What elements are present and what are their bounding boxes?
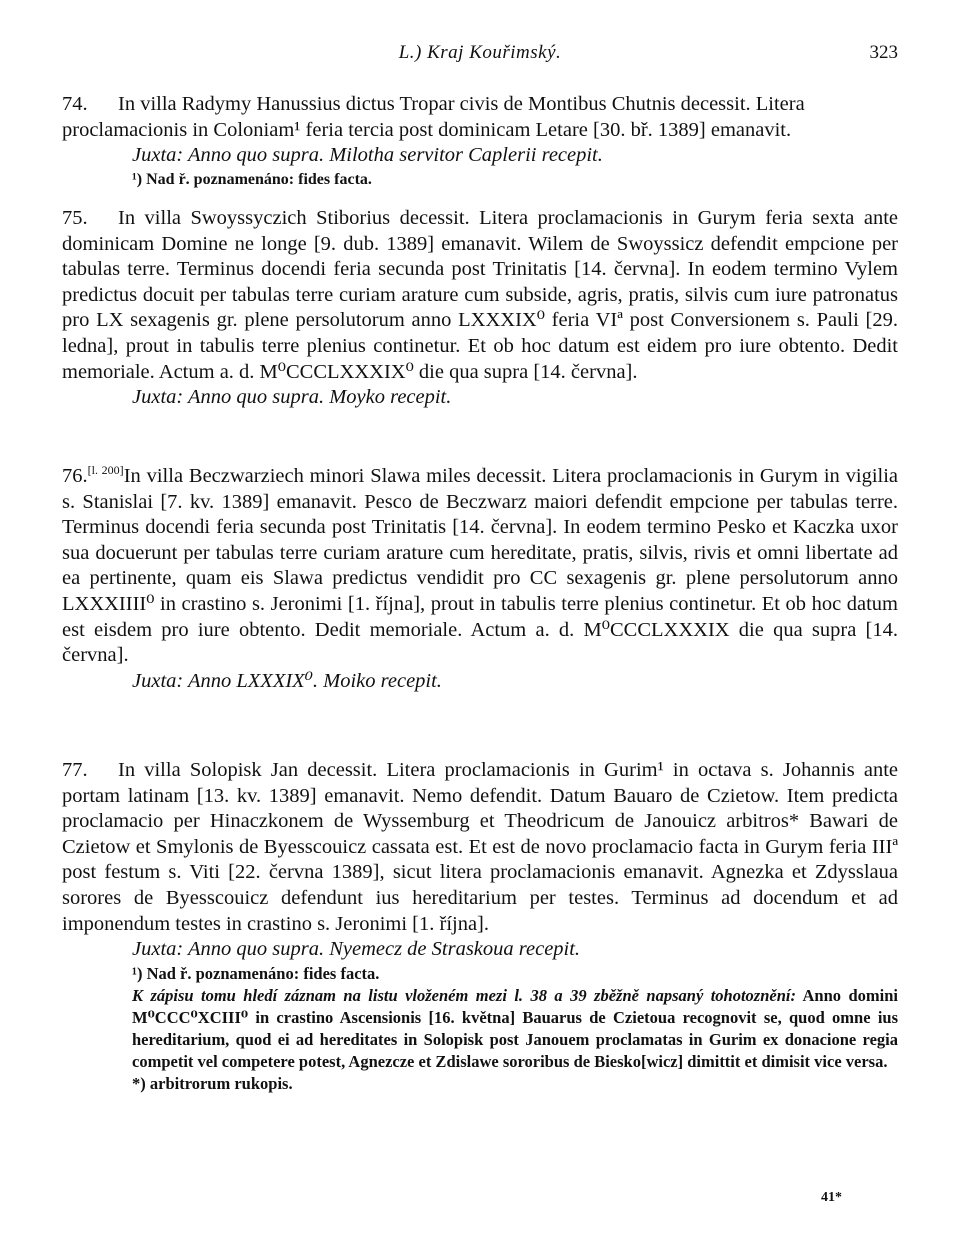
entry-77-body [62, 758, 898, 937]
entry-77-text: In villa Solopisk Jan decessit. Litera proclamacionis in Gurim¹ in octava s. Johannis ante portam latinam [13. kv. 1389] emanavit. Nemo defendit. Datum Bauaro de Czietow. Item predicta proclamacio per Hinaczkonem de Wyssemburg et Theodricum de Janouicz arbitros* Bawari de Czietow et Smylonis de Byesscouicz cassata est. Et est de novo proclamacio facta in Gurym feria IIIª post festum s. Viti [22. června 1389], sicut litera proclamacionis emanavit. Agnezka et Zdysslaua sorores de Byesscouicz defendunt ius hereditarium per testes. Terminus ad docendum et ad imponendum testes in crastino s. Jeronimi [1. října]. [62, 759, 898, 935]
running-head: L.) Kraj Kouřimský. [398, 42, 562, 63]
entry-75-juxta: Juxta: Anno quo supra. Moyko recepit. [132, 386, 452, 409]
entry-77-footnote-2: *) arbitrorum rukopis. [132, 1073, 293, 1093]
entry-number: 74. [62, 93, 88, 115]
entry-75 [62, 206, 898, 411]
entry-77-note [62, 985, 898, 1073]
entry-77-footnote: ¹) Nad ř. poznamenáno: fides facta. [132, 963, 380, 983]
entry-74-line-1 [62, 92, 898, 118]
entry-76 [62, 464, 898, 694]
entry-74 [62, 92, 898, 191]
page-number: 323 [869, 42, 898, 63]
entry-76-text: In villa Beczwarziech minori Slawa miles decessit. Litera proclamacionis in Gurym in vigilia s. Stanislai [7. kv. 1389] emanavit. Pesco de Beczwarz maiori defendit empcione per tabulas terre. Terminus docendi feria secunda post Trinitatis [14. června]. In eodem termino Pesko et Kaczka uxor sua docuerunt per tabulas terre curiam arature cum hereditate, pratis, silvis, rivis et omni libertate ad ea pertinente, quam eis Slawa predictus vendidit pro CC sexagenis gr. plene persolutorum anno LXXXIIII⁰ in crastino s. Jeronimi [1. října], prout in tabulis terre plenius continetur. Et ob hoc datum est eisdem pro iure obtento. Dedit memoriale. Actum a. d. M⁰CCCLXXXIX die qua supra [14. června]. [62, 465, 899, 667]
page-header [0, 40, 960, 70]
entry-number: 77. [62, 759, 88, 781]
entry-74-footnote: ¹) Nad ř. poznamenáno: fides facta. [132, 170, 372, 188]
note-heading: K zápisu tomu hledí záznam na listu vloženém mezi l. 38 a 39 zběžně napsaný tohotoznění: [132, 985, 796, 1005]
entry-74-text-1: In villa Radymy Hanussius dictus Tropar civis de Montibus Chutnis decessit. Litera [118, 93, 805, 115]
signature-mark: 41* [821, 1190, 842, 1205]
note-body: Anno domini M⁰CCC⁰XCIII⁰ in crastino Ascensionis [16. května] Bauarus de Czietoua recognovit se, quod omne ius hereditarium, quod ei ad hereditates in Solopisk post Janouem proclamatas in Gurim ex donacione regia competit vel competere potest, Agnezcze et Zdislawe sororibus de Biesko[wicz] dimittit et dimisit vice versa. [132, 985, 898, 1071]
leaf-reference: [l. 200] [87, 463, 124, 478]
entry-75-text: In villa Swoyssyczich Stiborius decessit. Litera proclamacionis in Gurym feria sexta ante dominicam Domine ne longe [9. dub. 1389] emanavit. Wilem de Swoyssicz defendit empcione per tabulas terre. Terminus docendi feria secunda post Trinitatis [14. června]. In eodem termino Vylem predictus docuit per tabulas terre curiam arature cum subside, agris, pratis, silvis cum iure patronatus pro LX sexagenis gr. plene persolutorum anno LXXXIX⁰ feria VIª post Conversionem s. Pauli [29. ledna], prout in tabulis terre plenius continetur. Et ob hoc datum est eidem pro iure obtento. Dedit memoriale. Actum a. d. M⁰CCCLXXXIX⁰ die qua supra [14. června]. [62, 207, 898, 383]
entry-74-line-2: proclamacionis in Coloniam¹ feria tercia post dominicam Letare [30. bř. 1389] emanavit. [62, 118, 792, 141]
entry-74-juxta: Juxta: Anno quo supra. Milotha servitor Caplerii recepit. [132, 144, 603, 167]
entry-77 [62, 758, 898, 1095]
entry-76-juxta: Juxta: Anno LXXXIX⁰. Moiko recepit. [132, 669, 442, 692]
entry-75-body [62, 206, 898, 385]
entry-77-juxta: Juxta: Anno quo supra. Nyemecz de Straskoua recepit. [132, 938, 581, 961]
entry-76-body [62, 464, 898, 669]
entry-number: 75. [62, 207, 88, 229]
entry-number: 76. [62, 465, 88, 487]
